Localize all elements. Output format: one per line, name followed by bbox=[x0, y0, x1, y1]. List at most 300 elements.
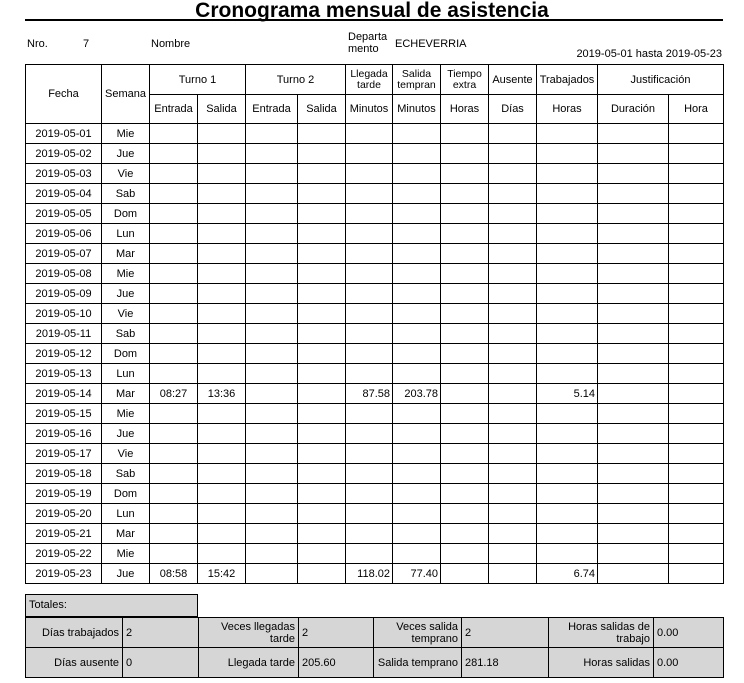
row-justificacion-hora bbox=[669, 344, 724, 364]
table-row bbox=[26, 324, 724, 344]
row-turno2-salida bbox=[298, 144, 346, 164]
row-llegada-tarde bbox=[346, 124, 393, 144]
row-justificacion-duracion bbox=[598, 164, 669, 184]
row-tiempo-extra bbox=[441, 164, 489, 184]
row-justificacion-duracion bbox=[598, 204, 669, 224]
row-turno1-salida bbox=[198, 464, 246, 484]
row-tiempo-extra bbox=[441, 244, 489, 264]
row-tiempo-extra bbox=[441, 144, 489, 164]
row-salida-temprano bbox=[393, 544, 441, 564]
row-turno1-salida bbox=[198, 164, 246, 184]
row-llegada-tarde bbox=[346, 524, 393, 544]
row-justificacion-duracion bbox=[598, 244, 669, 264]
row-llegada-tarde bbox=[346, 324, 393, 344]
row-justificacion-duracion bbox=[598, 404, 669, 424]
totals-veces-llegadas-tarde-value: 2 bbox=[299, 618, 374, 648]
row-turno1-salida bbox=[198, 324, 246, 344]
row-justificacion-hora bbox=[669, 564, 724, 584]
row-llegada-tarde bbox=[346, 504, 393, 524]
departamento-label-line2: mento bbox=[348, 43, 379, 55]
row-salida-temprano bbox=[393, 304, 441, 324]
row-turno2-entrada bbox=[246, 524, 298, 544]
row-trabajados bbox=[537, 124, 598, 144]
row-llegada-tarde bbox=[346, 484, 393, 504]
row-salida-temprano bbox=[393, 484, 441, 504]
header-llegada-minutos: Minutos bbox=[346, 95, 393, 124]
row-turno2-entrada bbox=[246, 384, 298, 404]
row-trabajados bbox=[537, 324, 598, 344]
row-fecha: 2019-05-20 bbox=[26, 504, 102, 524]
row-turno1-salida bbox=[198, 364, 246, 384]
row-ausente bbox=[489, 504, 537, 524]
row-justificacion-hora bbox=[669, 184, 724, 204]
row-ausente bbox=[489, 444, 537, 464]
row-tiempo-extra bbox=[441, 484, 489, 504]
totals-table bbox=[25, 617, 724, 678]
table-row bbox=[26, 484, 724, 504]
row-turno2-entrada bbox=[246, 204, 298, 224]
row-justificacion-hora bbox=[669, 164, 724, 184]
row-tiempo-extra bbox=[441, 544, 489, 564]
row-trabajados bbox=[537, 304, 598, 324]
row-turno2-salida bbox=[298, 404, 346, 424]
row-trabajados: 5.14 bbox=[537, 384, 598, 404]
table-row bbox=[26, 504, 724, 524]
totals-dias-ausente-value: 0 bbox=[123, 648, 199, 678]
header-salida-minutos: Minutos bbox=[393, 95, 441, 124]
row-turno2-entrada bbox=[246, 144, 298, 164]
row-fecha: 2019-05-22 bbox=[26, 544, 102, 564]
row-semana: Vie bbox=[102, 444, 150, 464]
row-semana: Sab bbox=[102, 324, 150, 344]
row-turno2-salida bbox=[298, 524, 346, 544]
row-fecha: 2019-05-01 bbox=[26, 124, 102, 144]
row-justificacion-duracion bbox=[598, 344, 669, 364]
row-salida-temprano: 203.78 bbox=[393, 384, 441, 404]
row-tiempo-extra bbox=[441, 184, 489, 204]
page-title: Cronograma mensual de asistencia bbox=[195, 0, 549, 22]
totals-horas-salidas-value: 0.00 bbox=[654, 648, 724, 678]
header-turno1: Turno 1 bbox=[150, 65, 246, 95]
row-ausente bbox=[489, 204, 537, 224]
row-fecha: 2019-05-21 bbox=[26, 524, 102, 544]
totals-label: Totales: bbox=[25, 594, 198, 617]
row-turno1-entrada bbox=[150, 444, 198, 464]
row-llegada-tarde bbox=[346, 284, 393, 304]
row-turno1-salida bbox=[198, 244, 246, 264]
row-tiempo-extra bbox=[441, 404, 489, 424]
row-turno2-salida bbox=[298, 464, 346, 484]
table-row bbox=[26, 464, 724, 484]
row-turno1-salida bbox=[198, 344, 246, 364]
row-turno2-entrada bbox=[246, 304, 298, 324]
row-ausente bbox=[489, 364, 537, 384]
row-ausente bbox=[489, 424, 537, 444]
row-trabajados bbox=[537, 284, 598, 304]
row-trabajados bbox=[537, 264, 598, 284]
row-justificacion-duracion bbox=[598, 264, 669, 284]
row-justificacion-duracion bbox=[598, 464, 669, 484]
row-fecha: 2019-05-06 bbox=[26, 224, 102, 244]
row-tiempo-extra bbox=[441, 444, 489, 464]
row-fecha: 2019-05-07 bbox=[26, 244, 102, 264]
totals-veces-salida-temprano-label: Veces salida temprano bbox=[374, 618, 462, 648]
row-turno1-entrada bbox=[150, 544, 198, 564]
header-justificacion-hora: Hora bbox=[669, 95, 724, 124]
row-justificacion-hora bbox=[669, 484, 724, 504]
row-justificacion-hora bbox=[669, 284, 724, 304]
row-turno1-entrada: 08:58 bbox=[150, 564, 198, 584]
row-fecha: 2019-05-05 bbox=[26, 204, 102, 224]
row-salida-temprano bbox=[393, 164, 441, 184]
row-semana: Jue bbox=[102, 144, 150, 164]
nro-label: Nro. bbox=[27, 38, 48, 50]
row-turno2-salida bbox=[298, 164, 346, 184]
row-turno1-salida bbox=[198, 204, 246, 224]
row-fecha: 2019-05-16 bbox=[26, 424, 102, 444]
row-semana: Jue bbox=[102, 284, 150, 304]
row-justificacion-hora bbox=[669, 524, 724, 544]
row-trabajados bbox=[537, 224, 598, 244]
row-semana: Jue bbox=[102, 564, 150, 584]
row-ausente bbox=[489, 244, 537, 264]
row-turno2-salida bbox=[298, 384, 346, 404]
row-turno2-entrada bbox=[246, 404, 298, 424]
row-tiempo-extra bbox=[441, 324, 489, 344]
nombre-label: Nombre bbox=[151, 38, 191, 50]
row-justificacion-hora bbox=[669, 244, 724, 264]
row-salida-temprano bbox=[393, 124, 441, 144]
header-trabajados-horas: Horas bbox=[537, 95, 598, 124]
row-turno2-entrada bbox=[246, 364, 298, 384]
row-justificacion-hora bbox=[669, 404, 724, 424]
table-row bbox=[26, 364, 724, 384]
row-turno1-salida bbox=[198, 264, 246, 284]
row-turno2-entrada bbox=[246, 464, 298, 484]
row-turno1-entrada bbox=[150, 364, 198, 384]
row-justificacion-duracion bbox=[598, 484, 669, 504]
row-semana: Lun bbox=[102, 364, 150, 384]
row-justificacion-duracion bbox=[598, 524, 669, 544]
header-trabajados: Trabajados bbox=[537, 65, 598, 95]
row-turno2-entrada bbox=[246, 344, 298, 364]
row-justificacion-hora bbox=[669, 424, 724, 444]
attendance-table bbox=[25, 64, 724, 584]
row-justificacion-duracion bbox=[598, 384, 669, 404]
row-llegada-tarde bbox=[346, 304, 393, 324]
header-turno2: Turno 2 bbox=[246, 65, 346, 95]
row-turno2-salida bbox=[298, 424, 346, 444]
row-turno2-entrada bbox=[246, 164, 298, 184]
row-justificacion-hora bbox=[669, 124, 724, 144]
row-tiempo-extra bbox=[441, 264, 489, 284]
row-ausente bbox=[489, 404, 537, 424]
table-row bbox=[26, 544, 724, 564]
row-semana: Mar bbox=[102, 384, 150, 404]
row-ausente bbox=[489, 484, 537, 504]
row-justificacion-duracion bbox=[598, 224, 669, 244]
row-justificacion-hora bbox=[669, 324, 724, 344]
row-ausente bbox=[489, 384, 537, 404]
header-ausente-dias: Días bbox=[489, 95, 537, 124]
row-ausente bbox=[489, 464, 537, 484]
totals-llegada-tarde-value: 205.60 bbox=[299, 648, 374, 678]
row-fecha: 2019-05-17 bbox=[26, 444, 102, 464]
row-turno2-entrada bbox=[246, 124, 298, 144]
row-turno1-entrada: 08:27 bbox=[150, 384, 198, 404]
row-salida-temprano bbox=[393, 504, 441, 524]
row-turno1-salida bbox=[198, 144, 246, 164]
row-turno2-salida bbox=[298, 484, 346, 504]
row-justificacion-hora bbox=[669, 464, 724, 484]
row-llegada-tarde bbox=[346, 424, 393, 444]
title-divider bbox=[25, 19, 723, 21]
row-salida-temprano bbox=[393, 204, 441, 224]
row-salida-temprano bbox=[393, 404, 441, 424]
row-tiempo-extra bbox=[441, 284, 489, 304]
row-salida-temprano bbox=[393, 424, 441, 444]
row-turno1-salida bbox=[198, 404, 246, 424]
row-salida-temprano bbox=[393, 284, 441, 304]
row-turno1-entrada bbox=[150, 184, 198, 204]
row-tiempo-extra bbox=[441, 364, 489, 384]
row-turno2-salida bbox=[298, 364, 346, 384]
row-semana: Sab bbox=[102, 184, 150, 204]
totals-dias-ausente-label: Días ausente bbox=[26, 648, 123, 678]
row-semana: Mar bbox=[102, 244, 150, 264]
row-tiempo-extra bbox=[441, 344, 489, 364]
table-row bbox=[26, 444, 724, 464]
table-row bbox=[26, 304, 724, 324]
row-turno2-salida bbox=[298, 304, 346, 324]
row-trabajados bbox=[537, 444, 598, 464]
header-turno1-salida: Salida bbox=[198, 95, 246, 124]
row-justificacion-hora bbox=[669, 144, 724, 164]
row-semana: Mie bbox=[102, 404, 150, 424]
header-extra-horas: Horas bbox=[441, 95, 489, 124]
row-tiempo-extra bbox=[441, 204, 489, 224]
row-salida-temprano bbox=[393, 524, 441, 544]
row-turno2-salida bbox=[298, 324, 346, 344]
row-semana: Mie bbox=[102, 264, 150, 284]
row-turno1-entrada bbox=[150, 324, 198, 344]
row-llegada-tarde bbox=[346, 264, 393, 284]
row-fecha: 2019-05-13 bbox=[26, 364, 102, 384]
table-row bbox=[26, 144, 724, 164]
row-semana: Mie bbox=[102, 124, 150, 144]
row-trabajados bbox=[537, 424, 598, 444]
row-tiempo-extra bbox=[441, 464, 489, 484]
row-turno2-salida bbox=[298, 224, 346, 244]
row-fecha: 2019-05-04 bbox=[26, 184, 102, 204]
table-row bbox=[26, 204, 724, 224]
totals-salida-temprano-value: 281.18 bbox=[462, 648, 549, 678]
row-turno1-salida bbox=[198, 184, 246, 204]
row-llegada-tarde: 118.02 bbox=[346, 564, 393, 584]
totals-veces-salida-temprano-value: 2 bbox=[462, 618, 549, 648]
header-ausente: Ausente bbox=[489, 65, 537, 95]
row-turno1-salida bbox=[198, 484, 246, 504]
row-justificacion-duracion bbox=[598, 424, 669, 444]
row-turno1-salida bbox=[198, 284, 246, 304]
totals-horas-salidas-label: Horas salidas bbox=[549, 648, 654, 678]
row-salida-temprano bbox=[393, 324, 441, 344]
row-justificacion-duracion bbox=[598, 444, 669, 464]
departamento-label-line1: Departa bbox=[348, 31, 388, 43]
totals-horas-salidas-trabajo-value: 0.00 bbox=[654, 618, 724, 648]
row-trabajados bbox=[537, 244, 598, 264]
row-turno1-entrada bbox=[150, 204, 198, 224]
row-turno2-salida bbox=[298, 344, 346, 364]
table-row bbox=[26, 184, 724, 204]
table-row bbox=[26, 224, 724, 244]
row-turno2-salida bbox=[298, 204, 346, 224]
row-turno1-salida bbox=[198, 504, 246, 524]
row-turno1-entrada bbox=[150, 424, 198, 444]
row-salida-temprano bbox=[393, 464, 441, 484]
row-ausente bbox=[489, 564, 537, 584]
row-semana: Dom bbox=[102, 204, 150, 224]
row-turno1-salida bbox=[198, 224, 246, 244]
row-turno1-entrada bbox=[150, 344, 198, 364]
departamento-value: ECHEVERRIA bbox=[395, 38, 467, 50]
header-turno2-entrada: Entrada bbox=[246, 95, 298, 124]
row-tiempo-extra bbox=[441, 564, 489, 584]
row-turno1-entrada bbox=[150, 244, 198, 264]
row-trabajados: 6.74 bbox=[537, 564, 598, 584]
row-justificacion-hora bbox=[669, 384, 724, 404]
row-turno2-entrada bbox=[246, 504, 298, 524]
row-fecha: 2019-05-23 bbox=[26, 564, 102, 584]
table-row bbox=[26, 564, 724, 584]
row-turno1-entrada bbox=[150, 504, 198, 524]
row-semana: Jue bbox=[102, 424, 150, 444]
row-turno2-entrada bbox=[246, 444, 298, 464]
attendance-rows bbox=[26, 124, 724, 584]
row-semana: Dom bbox=[102, 484, 150, 504]
row-llegada-tarde bbox=[346, 464, 393, 484]
row-justificacion-duracion bbox=[598, 544, 669, 564]
row-llegada-tarde bbox=[346, 344, 393, 364]
row-turno2-entrada bbox=[246, 184, 298, 204]
row-salida-temprano bbox=[393, 264, 441, 284]
row-justificacion-hora bbox=[669, 504, 724, 524]
row-turno1-entrada bbox=[150, 144, 198, 164]
row-ausente bbox=[489, 124, 537, 144]
row-salida-temprano bbox=[393, 224, 441, 244]
table-row bbox=[26, 284, 724, 304]
row-ausente bbox=[489, 264, 537, 284]
row-turno1-salida: 13:36 bbox=[198, 384, 246, 404]
row-ausente bbox=[489, 324, 537, 344]
row-salida-temprano bbox=[393, 344, 441, 364]
row-turno1-entrada bbox=[150, 404, 198, 424]
totals-dias-trabajados-label: Días trabajados bbox=[26, 618, 123, 648]
row-turno2-entrada bbox=[246, 284, 298, 304]
row-llegada-tarde bbox=[346, 164, 393, 184]
totals-salida-temprano-label: Salida temprano bbox=[374, 648, 462, 678]
row-fecha: 2019-05-09 bbox=[26, 284, 102, 304]
row-llegada-tarde bbox=[346, 204, 393, 224]
row-ausente bbox=[489, 304, 537, 324]
date-range: 2019-05-01 hasta 2019-05-23 bbox=[576, 48, 722, 60]
table-row bbox=[26, 164, 724, 184]
header-fecha: Fecha bbox=[26, 65, 102, 124]
row-tiempo-extra bbox=[441, 504, 489, 524]
table-row bbox=[26, 404, 724, 424]
row-turno2-salida bbox=[298, 184, 346, 204]
row-justificacion-hora bbox=[669, 264, 724, 284]
table-row bbox=[26, 424, 724, 444]
table-row bbox=[26, 524, 724, 544]
row-fecha: 2019-05-11 bbox=[26, 324, 102, 344]
row-ausente bbox=[489, 184, 537, 204]
row-salida-temprano bbox=[393, 144, 441, 164]
row-turno1-entrada bbox=[150, 524, 198, 544]
row-tiempo-extra bbox=[441, 224, 489, 244]
row-turno1-salida bbox=[198, 304, 246, 324]
row-justificacion-duracion bbox=[598, 124, 669, 144]
table-row bbox=[26, 124, 724, 144]
row-turno1-entrada bbox=[150, 484, 198, 504]
row-tiempo-extra bbox=[441, 524, 489, 544]
row-trabajados bbox=[537, 164, 598, 184]
row-llegada-tarde bbox=[346, 244, 393, 264]
row-trabajados bbox=[537, 484, 598, 504]
row-llegada-tarde bbox=[346, 404, 393, 424]
header-tiempo-extra: Tiempo extra bbox=[441, 65, 489, 95]
row-turno1-salida bbox=[198, 444, 246, 464]
row-tiempo-extra bbox=[441, 424, 489, 444]
row-llegada-tarde bbox=[346, 364, 393, 384]
row-semana: Mar bbox=[102, 524, 150, 544]
header-turno2-salida: Salida bbox=[298, 95, 346, 124]
row-ausente bbox=[489, 284, 537, 304]
row-semana: Vie bbox=[102, 304, 150, 324]
row-turno2-entrada bbox=[246, 244, 298, 264]
row-justificacion-duracion bbox=[598, 304, 669, 324]
row-turno2-salida bbox=[298, 564, 346, 584]
row-justificacion-duracion bbox=[598, 144, 669, 164]
row-turno1-entrada bbox=[150, 124, 198, 144]
totals-dias-trabajados-value: 2 bbox=[123, 618, 199, 648]
row-semana: Mie bbox=[102, 544, 150, 564]
row-trabajados bbox=[537, 144, 598, 164]
row-fecha: 2019-05-10 bbox=[26, 304, 102, 324]
row-fecha: 2019-05-12 bbox=[26, 344, 102, 364]
table-row bbox=[26, 344, 724, 364]
row-turno2-salida bbox=[298, 244, 346, 264]
row-turno1-salida bbox=[198, 424, 246, 444]
row-turno2-salida bbox=[298, 264, 346, 284]
row-salida-temprano bbox=[393, 244, 441, 264]
header-salida-temprano: Salida tempran bbox=[393, 65, 441, 95]
row-trabajados bbox=[537, 364, 598, 384]
row-tiempo-extra bbox=[441, 304, 489, 324]
header-turno1-entrada: Entrada bbox=[150, 95, 198, 124]
header-justificacion-duracion: Duración bbox=[598, 95, 669, 124]
row-semana: Vie bbox=[102, 164, 150, 184]
row-turno1-entrada bbox=[150, 224, 198, 244]
row-ausente bbox=[489, 524, 537, 544]
row-turno2-salida bbox=[298, 504, 346, 524]
row-justificacion-duracion bbox=[598, 324, 669, 344]
row-justificacion-duracion bbox=[598, 284, 669, 304]
row-fecha: 2019-05-18 bbox=[26, 464, 102, 484]
row-ausente bbox=[489, 224, 537, 244]
row-turno1-entrada bbox=[150, 264, 198, 284]
table-row bbox=[26, 384, 724, 404]
